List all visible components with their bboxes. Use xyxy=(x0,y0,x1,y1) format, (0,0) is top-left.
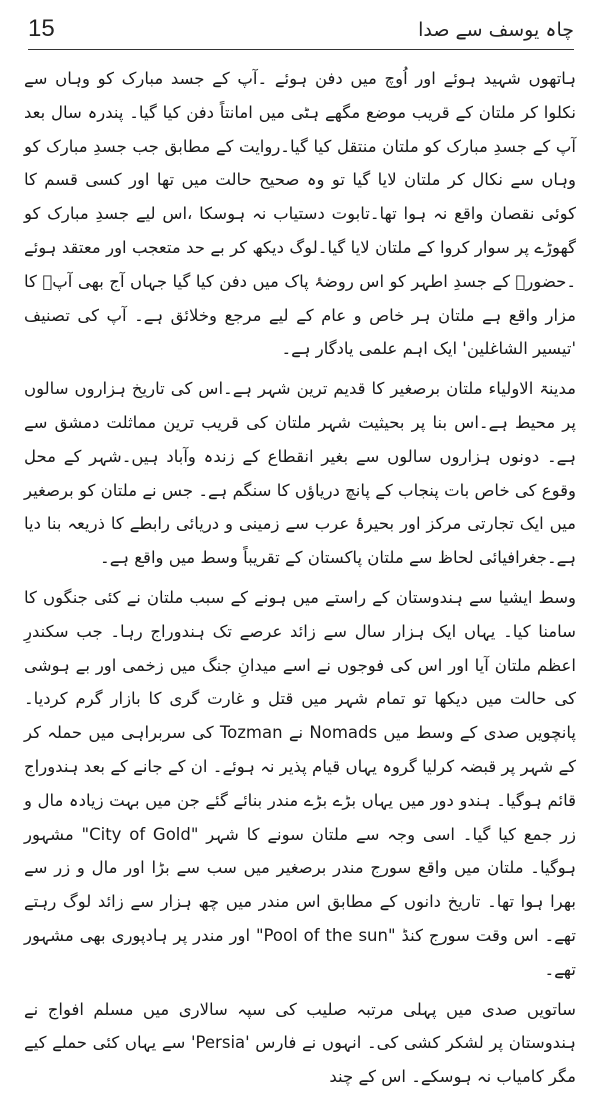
paragraph-jasad-mubarak: ہاتھوں شہید ہوئے اور اُوچ میں دفن ہوئے ۔آپ کے جسد مبارک کو وہاں سے نکلوا کر ملتان کے قریب موضع مگھے ہٹی میں امانتاً دفن کیا گیا۔ پندرہ سال بعد آپ کے جسدِ مبارک کو ملتان منتقل کیا گیا۔روایت کے مطابق جب جسدِ مبارک کو وہاں سے نکال کر ملتان لایا گیا تو وہ صحیح حالت میں تھا اور کسی قسم کا کوئی نقصان واقع نہ ہوا تھا۔تابوت دستیاب نہ ہوسکا ،اس لیے جسدِ مبارک کو گھوڑے پر سوار کروا کے ملتان لایا گیا۔لوگ دیکھ کر بے حد متعجب اور معتقد ہوئے ۔حضورؐ کے جسدِ اطہر کو اس روضۂ پاک میں دفن کیا گیا جہاں آج بھی آپؒ کا مزار واقع ہے ملتان ہر خاص و عام کے لیے مرجع وخلائق ہے۔ آپ کی تصنیف 'تیسیر الشاغلین' ایک اہم علمی یادگار ہے۔ xyxy=(24,69,576,359)
header-rule xyxy=(28,49,574,50)
running-title: چاہ یوسف سے صدا xyxy=(418,19,574,41)
paragraph-satvin-sadi: ساتویں صدی میں پہلی مرتبہ صلیب کی سپہ سالاری میں مسلم افواج نے ہندوستان پر لشکر کشی کی۔ انہوں نے فارس 'Persia' سے یہاں کئی حملے کیے مگر کامیاب نہ ہوسکے۔ اس کے چند xyxy=(24,999,576,1087)
paragraph-wast-asia: وسط ایشیا سے ہندوستان کے راستے میں ہونے کے سبب ملتان نے کئی جنگوں کا سامنا کیا۔ یہاں ایک ہزار سال سے زائد عرصے تک ہندوراج رہا۔ جب سکندرِ اعظم ملتان آیا اور اس کی فوجوں نے اسے میدانِ جنگ میں زخمی اور بے ہوشی کی حالت میں دیکھا تو تمام شہر میں قتل و غارت گری کا بازار گرم کردیا۔ پانچویں صدی کے وسط میں Nomads نے Tozman کی سربراہی میں حملہ کر کے شہر پر قبضہ کرلیا گروہ یہاں قیام پذیر نہ ہوئے۔ ان کے جانے کے بعد ہندوراج قائم ہوگیا۔ ہندو دور میں یہاں بڑے بڑے مندر بنائے گئے جن میں بہت زیادہ مال و زر جمع کیا گیا۔ اسی وجہ سے ملتان سونے کا شہر "City of Gold" مشہور ہوگیا۔ ملتان میں واقع سورج مندر برصغیر میں سب سے بڑا اور مال و زر سے بھرا ہوا تھا۔ تاریخ دانوں کے مطابق اس مندر میں چھ ہزار سے زائد لوگ رہتے تھے۔ اس وقت سورج کنڈ "Pool of the sun" اور مندر پر ہادپوری بھی مشہور تھے۔ xyxy=(24,587,577,979)
page-header xyxy=(28,14,574,50)
paragraph-madinat-ul-auliya: مدینۃ الاولیاء ملتان برصغیر کا قدیم ترین شہر ہے۔اس کی تاریخ ہزاروں سالوں پر محیط ہے۔اس بنا پر بحیثیت شہر ملتان کی قریب ترین مماثلت دمشق سے ہے۔ دونوں ہزاروں سالوں سے بغیر انقطاع کے زندہ وآباد ہیں۔شہر کے محل وقوع کی خاص بات پنجاب کے پانچ دریاؤں کا سنگم ہے۔ جس نے ملتان کو برصغیر میں ایک تجارتی مرکز اور بحیرۂ عرب سے زمینی و دریائی رابطے کا ذریعہ بنا دیا ہے۔جغرافیائی لحاظ سے ملتان پاکستان کے تقریباً وسط میں واقع ہے۔ xyxy=(24,379,576,568)
body-text xyxy=(24,62,576,1094)
page-number: 15 xyxy=(28,15,55,42)
